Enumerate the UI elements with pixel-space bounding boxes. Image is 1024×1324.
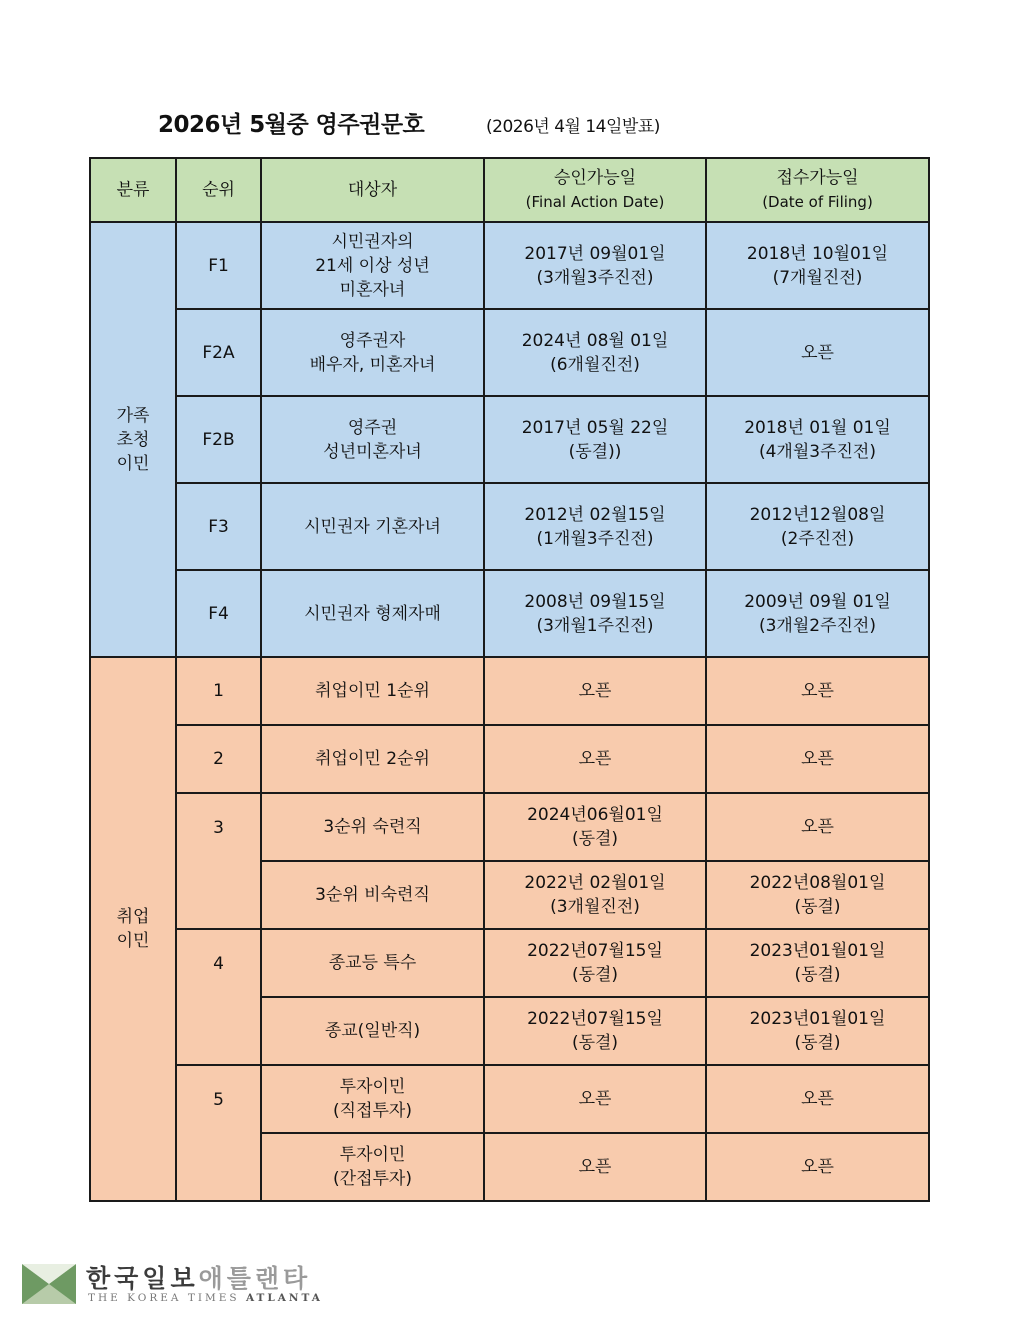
header-filing-ko: 접수가능일 — [776, 168, 859, 188]
change-text: (3개월2주진전) — [758, 615, 876, 636]
date-text: 2022년08월01일 — [749, 873, 886, 893]
date-text: 2012년 02월15일 — [524, 504, 666, 525]
header-filing — [706, 158, 929, 222]
category-label: 가족 — [116, 405, 150, 426]
logo-korean-name — [86, 1259, 311, 1295]
change-text: (6개월진전) — [550, 354, 640, 375]
header-final-action — [484, 158, 706, 222]
announcement-date: (2026년 4월 14일발표) — [486, 117, 660, 137]
table-row — [90, 725, 929, 793]
header-target: 대상자 — [261, 158, 484, 222]
category-label: 이민 — [116, 931, 150, 951]
table-row — [90, 309, 929, 396]
target-cell — [261, 396, 484, 483]
date-text: 2023년01월01일 — [749, 1009, 886, 1029]
rank-cell: 4 — [176, 929, 261, 1065]
change-text: (3개월1주진전) — [536, 615, 654, 636]
date-text: 2018년 01월 01일 — [744, 417, 891, 438]
rank-cell: F4 — [176, 570, 261, 657]
header-final-action-en: (Final Action Date) — [525, 193, 665, 211]
target-cell — [261, 222, 484, 309]
date-text: 2022년07월15일 — [527, 1009, 663, 1029]
date-text: 2024년 08월 01일 — [521, 330, 669, 351]
target-text: (간접투자) — [333, 1169, 412, 1189]
category-label: 초청 — [116, 429, 150, 450]
target-text: 투자이민 — [339, 1077, 406, 1097]
filing-cell: 오픈 — [706, 1133, 929, 1201]
final-action-cell — [484, 396, 706, 483]
table-row — [90, 1065, 929, 1133]
date-text: 2022년 02월01일 — [524, 873, 666, 893]
logo-korean-main: 한국일보 — [86, 1264, 199, 1293]
target-cell: 취업이민 1순위 — [261, 657, 484, 725]
table-row — [90, 483, 929, 570]
change-text: (1개월3주진전) — [536, 528, 654, 549]
final-action-cell — [484, 929, 706, 997]
target-cell: 취업이민 2순위 — [261, 725, 484, 793]
logo-korean-sub: 애틀랜타 — [198, 1264, 312, 1293]
date-text: 2017년 05월 22일 — [521, 417, 669, 438]
rank-cell: F2B — [176, 396, 261, 483]
employment-category-cell — [90, 657, 176, 1201]
header-row — [90, 158, 929, 222]
final-action-cell — [484, 483, 706, 570]
date-text: 2017년 09월01일 — [524, 243, 666, 264]
change-text: (동결)) — [568, 441, 622, 462]
date-text: 2023년01월01일 — [749, 941, 886, 961]
table-row — [90, 657, 929, 725]
rank-cell: 3 — [176, 793, 261, 929]
filing-cell — [706, 483, 929, 570]
table-row — [90, 929, 929, 997]
target-text: 투자이민 — [339, 1145, 406, 1165]
target-text: 영주권자 — [339, 330, 406, 351]
filing-cell — [706, 861, 929, 929]
target-cell: 3순위 숙련직 — [261, 793, 484, 861]
target-cell: 종교등 특수 — [261, 929, 484, 997]
header-final-action-ko: 승인가능일 — [553, 168, 637, 188]
target-cell: 3순위 비숙련직 — [261, 861, 484, 929]
filing-cell: 오픈 — [706, 657, 929, 725]
final-action-cell — [484, 570, 706, 657]
rank-cell: F2A — [176, 309, 261, 396]
category-label: 취업 — [116, 907, 150, 927]
rank-cell: 5 — [176, 1065, 261, 1201]
change-text: (2주진전) — [780, 528, 855, 549]
change-text: (4개월3주진전) — [758, 441, 876, 462]
filing-cell — [706, 997, 929, 1065]
change-text: (동결) — [571, 965, 619, 985]
page-title: 2026년 5월중 영주권문호 — [158, 112, 425, 138]
filing-cell — [706, 570, 929, 657]
change-text: (동결) — [571, 1033, 619, 1053]
date-text: 2008년 09월15일 — [524, 591, 666, 612]
final-action-cell — [484, 861, 706, 929]
date-text: 2012년12월08일 — [749, 504, 886, 525]
table-row — [90, 570, 929, 657]
target-cell — [261, 1065, 484, 1133]
rank-cell: F3 — [176, 483, 261, 570]
target-text: 21세 이상 성년 — [315, 255, 430, 276]
final-action-cell — [484, 309, 706, 396]
date-text: 2018년 10월01일 — [746, 243, 889, 264]
change-text: (7개월진전) — [772, 267, 863, 288]
change-text: (동결) — [794, 965, 841, 985]
logo-english-name — [88, 1292, 323, 1304]
filing-cell — [706, 222, 929, 309]
family-category-cell — [90, 222, 176, 657]
date-text: 2009년 09월 01일 — [744, 591, 891, 612]
target-text: 성년미혼자녀 — [323, 441, 422, 462]
filing-cell: 오픈 — [706, 793, 929, 861]
change-text: (동결) — [794, 1033, 841, 1053]
filing-cell — [706, 396, 929, 483]
date-text: 2024년06월01일 — [527, 805, 663, 825]
table-row — [90, 793, 929, 861]
filing-cell — [706, 929, 929, 997]
header-filing-en: (Date of Filing) — [762, 193, 873, 211]
change-text: (동결) — [571, 829, 619, 849]
filing-cell: 오픈 — [706, 1065, 929, 1133]
filing-cell: 오픈 — [706, 725, 929, 793]
change-text: (동결) — [794, 897, 841, 917]
target-cell: 시민권자 형제자매 — [261, 570, 484, 657]
final-action-cell — [484, 793, 706, 861]
final-action-cell: 오픈 — [484, 1065, 706, 1133]
target-cell — [261, 1133, 484, 1201]
rank-cell: 1 — [176, 657, 261, 725]
rank-cell: 2 — [176, 725, 261, 793]
final-action-cell: 오픈 — [484, 725, 706, 793]
envelope-logo-icon — [22, 1264, 76, 1304]
header-rank: 순위 — [176, 158, 261, 222]
target-text: 영주권 — [347, 417, 398, 438]
target-cell: 종교(일반직) — [261, 997, 484, 1065]
target-cell — [261, 309, 484, 396]
filing-cell: 오픈 — [706, 309, 929, 396]
change-text: (3개월진전) — [550, 897, 640, 917]
target-text: 시민권자의 — [331, 231, 414, 252]
target-text: 미혼자녀 — [339, 279, 406, 300]
table-row — [90, 222, 929, 309]
table-row — [90, 396, 929, 483]
logo-english-sub: ATLANTA — [245, 1292, 323, 1304]
target-cell: 시민권자 기혼자녀 — [261, 483, 484, 570]
change-text: (3개월3주진전) — [536, 267, 654, 288]
final-action-cell — [484, 222, 706, 309]
final-action-cell — [484, 997, 706, 1065]
header-category: 분류 — [90, 158, 176, 222]
final-action-cell: 오픈 — [484, 657, 706, 725]
category-label: 이민 — [116, 453, 150, 474]
final-action-cell: 오픈 — [484, 1133, 706, 1201]
rank-cell: F1 — [176, 222, 261, 309]
visa-bulletin-table — [89, 157, 930, 1202]
logo-english-main: THE KOREA TIMES — [88, 1292, 240, 1304]
date-text: 2022년07월15일 — [527, 941, 663, 961]
target-text: (직접투자) — [333, 1101, 412, 1121]
target-text: 배우자, 미혼자녀 — [309, 354, 436, 375]
